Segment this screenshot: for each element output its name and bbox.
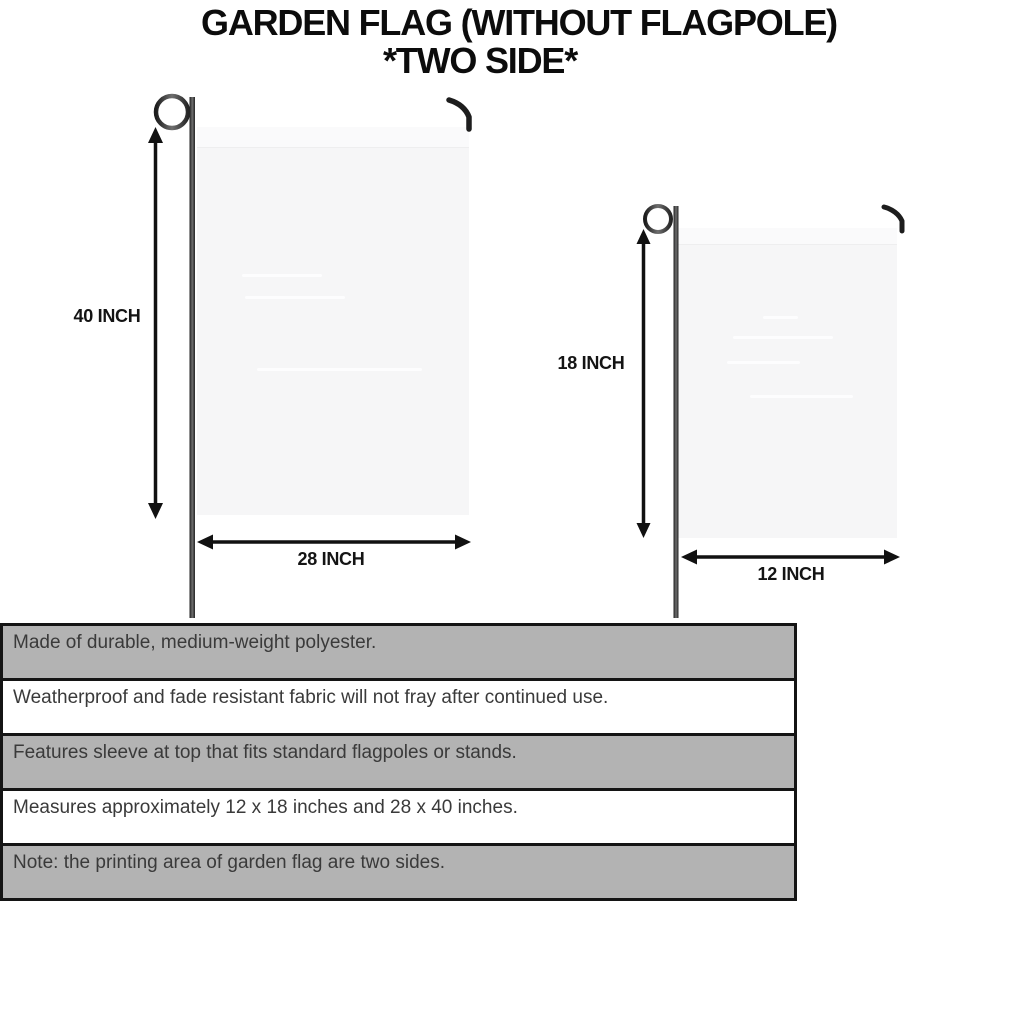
large-width-label: 28 INCH (297, 549, 365, 569)
page-title: GARDEN FLAG (WITHOUT FLAGPOLE) (201, 2, 837, 43)
large-height-arrow (148, 127, 163, 519)
small-width-label: 12 INCH (757, 564, 825, 584)
small-height-label: 18 INCH (557, 353, 625, 373)
feature-row: Features sleeve at top that fits standard flagpoles or stands. (3, 736, 794, 791)
feature-list (0, 623, 797, 901)
large-height-label: 40 INCH (73, 306, 141, 326)
large-hanger-hook-icon (449, 100, 469, 129)
small-flag-pole (674, 206, 679, 618)
large-width-arrow (197, 535, 471, 550)
small-width-arrow (681, 550, 900, 565)
feature-row: Measures approximately 12 x 18 inches and 28 x 40 inches. (3, 791, 794, 846)
small-hanger-hook-icon (884, 207, 902, 231)
small-pole-loop-icon (645, 206, 671, 232)
feature-row: Note: the printing area of garden flag are two sides. (3, 846, 794, 901)
feature-row: Weatherproof and fade resistant fabric will not fray after continued use. (3, 681, 794, 736)
feature-row: Made of durable, medium-weight polyester. (3, 626, 794, 681)
large-flag-pole (190, 97, 196, 618)
small-height-arrow (637, 229, 651, 538)
large-pole-loop-icon (156, 96, 188, 128)
page-subtitle: *TWO SIDE* (382, 40, 578, 81)
